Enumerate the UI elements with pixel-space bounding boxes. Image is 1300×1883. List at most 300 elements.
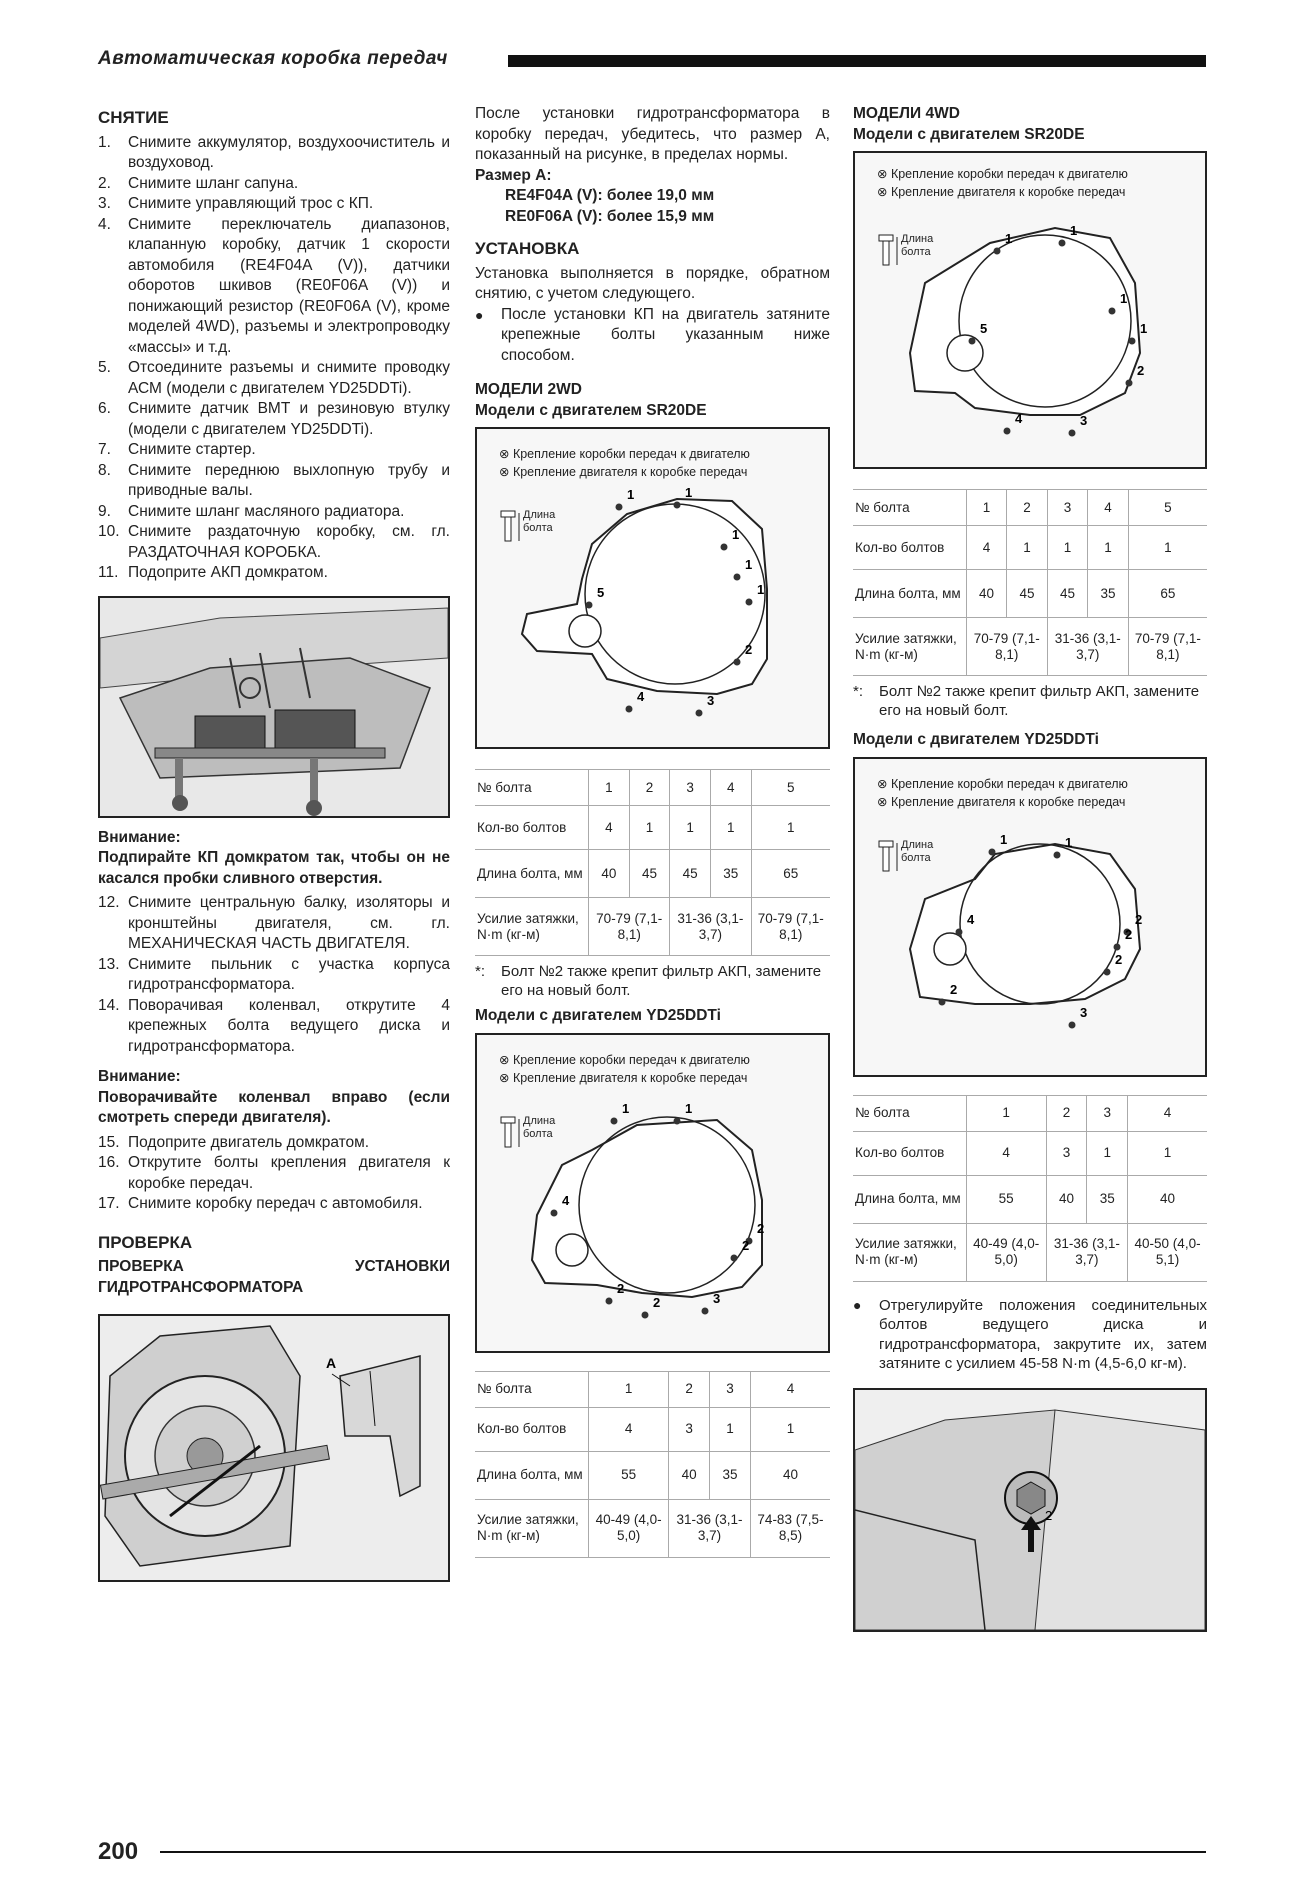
table-cell: 55 bbox=[966, 1175, 1046, 1223]
step-item bbox=[98, 522, 450, 563]
table-cell: 35 bbox=[1087, 1175, 1128, 1223]
row-label: Усилие затяжки, N·m (кг-м) bbox=[475, 898, 589, 956]
bolt-symbol-icon: ⊗ bbox=[877, 167, 891, 181]
bolt-location-marker bbox=[1109, 308, 1116, 315]
bolt-location-marker bbox=[1104, 968, 1111, 975]
note-4wd-sr20de: *: Болт №2 также крепит фильтр АКП, замените его на новый болт. bbox=[853, 683, 1200, 719]
table-cell: 1 bbox=[966, 1095, 1046, 1131]
bolt-number-label: 1 bbox=[1070, 223, 1078, 238]
bolt-location-marker bbox=[956, 928, 963, 935]
table-cell: 4 bbox=[966, 526, 1007, 570]
sr20de-2wd-heading: Модели с двигателем SR20DE bbox=[475, 401, 707, 419]
size-re0f06a: RE0F06A (V): более 15,9 мм bbox=[505, 207, 715, 225]
table-cell: 35 bbox=[710, 1451, 751, 1499]
table-row bbox=[475, 806, 830, 850]
table-cell: 1 bbox=[1128, 1131, 1207, 1175]
bolt-photo-illustration bbox=[855, 1390, 1205, 1630]
table-row bbox=[475, 1499, 830, 1557]
table-cell: 4 bbox=[1128, 1095, 1207, 1131]
starter-hole bbox=[556, 1234, 588, 1266]
bolt-number-label: 3 bbox=[713, 1290, 721, 1306]
bolt-location-marker bbox=[1114, 943, 1121, 950]
row-label: № болта bbox=[475, 1371, 589, 1407]
diagram-legend bbox=[499, 445, 750, 481]
bolt-location-marker bbox=[674, 1117, 681, 1124]
bolt-location-marker bbox=[642, 1311, 649, 1318]
bolt-number-label: 2 bbox=[1115, 951, 1123, 967]
bolt-number-label: 1 bbox=[685, 485, 693, 500]
bolt-length-label: Длина болта bbox=[901, 838, 934, 864]
step-number: 7. bbox=[98, 441, 111, 458]
legend-line-1: ⊗ Крепление коробки передач к двигателю bbox=[877, 167, 1128, 181]
bolt-length-label: Длина болта bbox=[901, 233, 934, 258]
legend-line-1: ⊗ Крепление коробки передач к двигателю bbox=[877, 776, 1128, 791]
row-label: Длина болта, мм bbox=[475, 850, 589, 898]
warning-1 bbox=[98, 828, 450, 890]
size-re4f04a: RE4F04A (V): более 19,0 мм bbox=[505, 187, 715, 204]
table-cell: 4 bbox=[1088, 490, 1129, 526]
bolt-location-marker bbox=[746, 599, 753, 606]
bolt-number-label: 2 bbox=[745, 642, 753, 657]
bolt-number-label: 2 bbox=[653, 1294, 661, 1310]
table-cell: 74-83 (7,5-8,5) bbox=[750, 1499, 830, 1557]
table-row bbox=[853, 570, 1207, 618]
table-row bbox=[853, 1223, 1207, 1281]
table-cell: 40-49 (4,0-5,0) bbox=[589, 1499, 669, 1557]
starter-hole bbox=[947, 335, 983, 371]
warning-1-text: Подпирайте КП домкратом так, чтобы он не касался пробки сливного отверстия. bbox=[98, 849, 450, 887]
table-cell: 3 bbox=[1046, 1131, 1087, 1175]
bolt-length-icon bbox=[879, 235, 897, 265]
bolt-location-marker bbox=[1054, 851, 1061, 858]
step-text: Снимите управляющий трос с КП. bbox=[128, 195, 374, 212]
step-number: 16. bbox=[98, 1154, 120, 1171]
table-cell: 1 bbox=[589, 770, 630, 806]
table-cell: 65 bbox=[1128, 570, 1207, 618]
bolt-number-label: 4 bbox=[967, 911, 975, 927]
step-number: 12. bbox=[98, 894, 120, 911]
diagram-2wd-yd25 bbox=[475, 1033, 830, 1353]
size-label: Размер А: bbox=[475, 166, 552, 184]
page-header bbox=[98, 48, 1206, 74]
bolt-photo-label: 2 bbox=[1045, 1507, 1053, 1523]
step-item bbox=[98, 194, 450, 215]
table-cell: 3 bbox=[1087, 1095, 1128, 1131]
yd25-2wd-heading: Модели с двигателем YD25DDTi bbox=[475, 1007, 721, 1024]
step-text: Снимите центральную балку, изоляторы и кронштейны двигателя, см. гл. МЕХАНИЧЕСКАЯ ЧАСТЬ ДВИГАТЕЛЯ. bbox=[128, 894, 450, 952]
table-cell: 31-36 (3,1-3,7) bbox=[1047, 618, 1128, 676]
bolt-number-label: 1 bbox=[685, 1100, 693, 1116]
diagram-2wd-sr20de bbox=[475, 427, 830, 749]
step-text: Снимите коробку передач с автомобиля. bbox=[128, 1195, 423, 1212]
step-number: 1. bbox=[98, 133, 111, 151]
bolt-location-marker bbox=[721, 544, 728, 551]
bolt-location-marker bbox=[989, 848, 996, 855]
legend-line-2: ⊗ Крепление двигателя к коробке передач bbox=[499, 1070, 748, 1085]
row-label: Длина болта, мм bbox=[853, 570, 966, 618]
table-2wd-sr20de bbox=[475, 769, 830, 956]
table-cell: 3 bbox=[670, 770, 711, 806]
dimension-a-label: A bbox=[326, 1355, 337, 1371]
table-cell: 1 bbox=[710, 1407, 751, 1451]
bolt-location-marker bbox=[1004, 428, 1011, 435]
step-text: Снимите стартер. bbox=[128, 441, 256, 458]
table-cell: 1 bbox=[751, 806, 830, 850]
diagram-legend bbox=[877, 775, 1128, 811]
row-label: Длина болта, мм bbox=[853, 1175, 966, 1223]
step-item bbox=[98, 893, 450, 955]
table-cell: 1 bbox=[1088, 526, 1129, 570]
step-item bbox=[98, 358, 450, 399]
intro-text: После установки гидротрансформатора в коробку передач, убедитесь, что размер А, показанный на рисунке, в пределах нормы. bbox=[475, 105, 830, 163]
row-label: № болта bbox=[853, 1095, 966, 1131]
table-cell: 35 bbox=[1088, 570, 1129, 618]
table-cell: 2 bbox=[1046, 1095, 1087, 1131]
table-cell: 70-79 (7,1-8,1) bbox=[589, 898, 670, 956]
table-cell: 1 bbox=[629, 806, 670, 850]
step-item bbox=[98, 996, 450, 1058]
bolt-location-marker bbox=[1069, 430, 1076, 437]
diagram-4wd-yd25 bbox=[853, 757, 1207, 1077]
bolt-symbol-icon: ⊗ bbox=[499, 447, 513, 461]
row-label: Кол-во болтов bbox=[853, 526, 966, 570]
step-number: 3. bbox=[98, 195, 111, 212]
table-row bbox=[853, 1131, 1207, 1175]
bolt-symbol-icon: ⊗ bbox=[877, 185, 891, 199]
bolt-location-marker bbox=[734, 574, 741, 581]
bolt-location-marker bbox=[1129, 338, 1136, 345]
table-row bbox=[853, 1175, 1207, 1223]
step-text: Отсоедините разъемы и снимите проводку АСМ (модели с двигателем YD25DDTi). bbox=[128, 359, 450, 397]
bolt-number-label: 2 bbox=[757, 1220, 765, 1236]
table-row bbox=[475, 850, 830, 898]
models-2wd-heading: МОДЕЛИ 2WD bbox=[475, 381, 582, 398]
bolt-location-marker bbox=[1059, 240, 1066, 247]
chapter-title: Автоматическая коробка передач bbox=[98, 48, 448, 69]
bolt-length-label: Длина болта bbox=[523, 509, 556, 534]
step-text: Снимите шланг сапуна. bbox=[128, 174, 299, 192]
table-cell: 1 bbox=[1128, 526, 1207, 570]
diagram-4wd-sr20de bbox=[853, 151, 1207, 469]
step-text: Снимите раздаточную коробку, см. гл. РАЗДАТОЧНАЯ КОРОБКА. bbox=[128, 523, 450, 561]
install-bullet: ● После установки КП на двигатель затяните крепежные болты указанным ниже способом. bbox=[475, 305, 830, 367]
footer-rule bbox=[160, 1851, 1206, 1853]
bolt-location-marker bbox=[939, 998, 946, 1005]
row-label: Усилие затяжки, N·m (кг-м) bbox=[475, 1499, 589, 1557]
table-cell: 40 bbox=[589, 850, 630, 898]
step-item bbox=[98, 1133, 450, 1154]
warning-2-label: Внимание: bbox=[98, 1068, 181, 1085]
bolt-number-label: 2 bbox=[1135, 911, 1143, 927]
header-rule bbox=[508, 55, 1206, 67]
step-number: 6. bbox=[98, 400, 111, 417]
column-right bbox=[853, 104, 1207, 1632]
bolt-location-marker bbox=[1126, 380, 1133, 387]
table-cell: 35 bbox=[710, 850, 751, 898]
legend-line-1: ⊗ Крепление коробки передач к двигателю bbox=[499, 447, 750, 461]
table-cell: 65 bbox=[751, 850, 830, 898]
step-number: 10. bbox=[98, 523, 120, 540]
note-2wd-sr20de: *: Болт №2 также крепит фильтр АКП, замените его на новый болт. bbox=[475, 963, 822, 999]
step-text: Снимите шланг масляного радиатора. bbox=[128, 502, 405, 520]
bolt-number-label: 1 bbox=[1065, 834, 1073, 850]
step-number: 14. bbox=[98, 996, 120, 1014]
row-label: Длина болта, мм bbox=[475, 1451, 589, 1499]
table-cell: 40 bbox=[750, 1451, 830, 1499]
table-row bbox=[475, 1371, 830, 1407]
table-cell: 40 bbox=[669, 1451, 710, 1499]
bolt-number-label: 1 bbox=[732, 527, 740, 542]
table-cell: 40-50 (4,0-5,1) bbox=[1128, 1223, 1207, 1281]
bolt-symbol-icon: ⊗ bbox=[877, 776, 891, 791]
bolt-length-label: Длина болта bbox=[523, 1114, 556, 1140]
final-bullet: ● Отрегулируйте положения соединительных болтов ведущего диска и гидротрансформатора, закрутите их, затем затяните с усилием 45-58 N·m (4,5-6,0 кг-м). bbox=[853, 1296, 1207, 1372]
starter-hole bbox=[934, 933, 966, 965]
table-2wd-yd25 bbox=[475, 1371, 830, 1558]
bolt-location-marker bbox=[734, 659, 741, 666]
step-item bbox=[98, 215, 450, 359]
bolt-number-label: 1 bbox=[622, 1100, 630, 1116]
step-number: 11. bbox=[98, 564, 119, 581]
bolt-number-label: 1 bbox=[745, 557, 753, 572]
bolt-number-label: 1 bbox=[627, 487, 635, 502]
bolt-location-marker bbox=[731, 1254, 738, 1261]
bolt-number-label: 3 bbox=[1080, 413, 1088, 428]
warning-2-text: Поворачивайте коленвал вправо (если смотреть спереди двигателя). bbox=[98, 1088, 450, 1126]
legend-line-2: ⊗ Крепление двигателя к коробке передач bbox=[877, 794, 1126, 809]
table-cell: 3 bbox=[1047, 490, 1088, 526]
jack-photo bbox=[98, 596, 450, 818]
spec-table bbox=[853, 1095, 1207, 1282]
step-item bbox=[98, 399, 450, 440]
bolt-number-label: 5 bbox=[597, 585, 605, 600]
step-text: Открутите болты крепления двигателя к коробке передач. bbox=[128, 1154, 450, 1192]
legend-line-1: ⊗ Крепление коробки передач к двигателю bbox=[499, 1052, 750, 1067]
legend-line-2: ⊗ Крепление двигателя к коробке передач bbox=[877, 185, 1126, 199]
bolt-symbol-icon: ⊗ bbox=[499, 1052, 513, 1067]
table-cell: 5 bbox=[1128, 490, 1207, 526]
table-cell: 1 bbox=[1007, 526, 1048, 570]
table-cell: 4 bbox=[589, 1407, 669, 1451]
table-cell: 31-36 (3,1-3,7) bbox=[670, 898, 751, 956]
sr20de-4wd-heading: Модели с двигателем SR20DE bbox=[853, 125, 1085, 143]
bolt-number-label: 1 bbox=[1120, 291, 1128, 306]
table-row bbox=[475, 1407, 830, 1451]
step-item bbox=[98, 1194, 450, 1215]
bolt-location-marker bbox=[586, 602, 593, 609]
table-cell: 1 bbox=[966, 490, 1007, 526]
step-text: Снимите переднюю выхлопную трубу и приводные валы. bbox=[128, 461, 450, 499]
step-item bbox=[98, 461, 450, 502]
diagram-legend bbox=[877, 165, 1128, 201]
table-cell: 3 bbox=[710, 1371, 751, 1407]
table-cell: 40-49 (4,0-5,0) bbox=[966, 1223, 1046, 1281]
bolt-number-label: 1 bbox=[757, 582, 765, 597]
step-text: Снимите датчик ВМТ и резиновую втулку (модели с двигателем YD25DDTi). bbox=[128, 400, 450, 438]
step-text: Снимите переключатель диапазонов, клапанную коробку, датчик 1 скорости автомобиля (RE4F04A (V)), датчики оборотов шкивов (RE0F06A (V)) и понижающий резистор (RE0F06A (V), кроме моделей 4WD), разъемы и электропроводку «массы» и т.д. bbox=[128, 215, 450, 356]
jack-photo-illustration bbox=[100, 598, 448, 816]
table-row bbox=[853, 618, 1207, 676]
bolt-location-marker bbox=[626, 706, 633, 713]
bolt-location-marker bbox=[551, 1209, 558, 1216]
bolt-length-icon bbox=[501, 1117, 519, 1147]
bolt-number-label: 2 bbox=[950, 981, 958, 997]
converter-illustration bbox=[100, 1316, 448, 1580]
table-cell: 45 bbox=[629, 850, 670, 898]
table-4wd-sr20de bbox=[853, 489, 1207, 676]
step-number: 13. bbox=[98, 955, 120, 973]
bolt-location-marker bbox=[674, 502, 681, 509]
diagram-legend bbox=[499, 1051, 750, 1087]
legend-line-2: ⊗ Крепление двигателя к коробке передач bbox=[499, 465, 748, 479]
bolt-photo bbox=[853, 1388, 1207, 1632]
bolt-location-marker bbox=[994, 248, 1001, 255]
column-left bbox=[98, 106, 450, 1582]
table-cell: 4 bbox=[710, 770, 751, 806]
table-row bbox=[853, 490, 1207, 526]
table-cell: 70-79 (7,1-8,1) bbox=[751, 898, 830, 956]
table-cell: 31-36 (3,1-3,7) bbox=[669, 1499, 751, 1557]
row-label: Усилие затяжки, N·m (кг-м) bbox=[853, 1223, 966, 1281]
yd25-4wd-heading: Модели с двигателем YD25DDTi bbox=[853, 731, 1099, 748]
bolt-location-marker bbox=[969, 338, 976, 345]
bolt-number-label: 2 bbox=[742, 1237, 750, 1253]
table-cell: 40 bbox=[966, 570, 1007, 618]
table-cell: 1 bbox=[1087, 1131, 1128, 1175]
step-text: Снимите пыльник с участка корпуса гидротрансформатора. bbox=[128, 955, 450, 993]
bolt-length-icon bbox=[501, 511, 519, 541]
bolt-length-icon bbox=[879, 841, 897, 871]
table-cell: 2 bbox=[1007, 490, 1048, 526]
table-row bbox=[853, 1095, 1207, 1131]
step-item bbox=[98, 174, 450, 195]
table-row bbox=[475, 770, 830, 806]
step-item bbox=[98, 1153, 450, 1194]
bolt-symbol-icon: ⊗ bbox=[499, 1070, 513, 1085]
table-cell: 5 bbox=[751, 770, 830, 806]
bolt-location-marker bbox=[611, 1117, 618, 1124]
install-text: Установка выполняется в порядке, обратном снятию, с учетом следующего. bbox=[475, 264, 830, 302]
table-cell: 70-79 (7,1-8,1) bbox=[966, 618, 1047, 676]
table-cell: 4 bbox=[750, 1371, 830, 1407]
bolt-number-label: 5 bbox=[980, 321, 988, 336]
table-row bbox=[853, 526, 1207, 570]
bolt-symbol-icon: ⊗ bbox=[877, 794, 891, 809]
table-cell: 2 bbox=[669, 1371, 710, 1407]
row-label: Кол-во болтов bbox=[853, 1131, 966, 1175]
spec-table bbox=[853, 489, 1207, 676]
table-cell: 4 bbox=[966, 1131, 1046, 1175]
step-item bbox=[98, 133, 450, 174]
models-4wd-heading: МОДЕЛИ 4WD bbox=[853, 105, 960, 122]
spec-table bbox=[475, 1371, 830, 1558]
row-label: № болта bbox=[475, 770, 589, 806]
table-cell: 1 bbox=[670, 806, 711, 850]
step-item bbox=[98, 440, 450, 461]
bullet-icon: ● bbox=[853, 1296, 862, 1313]
step-number: 15. bbox=[98, 1133, 120, 1151]
table-4wd-yd25 bbox=[853, 1095, 1207, 1282]
bolt-symbol-icon: ⊗ bbox=[499, 465, 513, 479]
table-row bbox=[475, 1451, 830, 1499]
step-item bbox=[98, 502, 450, 523]
table-cell: 1 bbox=[1047, 526, 1088, 570]
warning-1-label: Внимание: bbox=[98, 828, 181, 846]
table-row bbox=[475, 898, 830, 956]
table-cell: 2 bbox=[629, 770, 670, 806]
bolt-number-label: 2 bbox=[617, 1280, 625, 1296]
bolt-location-marker bbox=[696, 710, 703, 717]
removal-heading: СНЯТИЕ bbox=[98, 108, 169, 127]
table-cell: 4 bbox=[589, 806, 630, 850]
step-number: 8. bbox=[98, 461, 111, 479]
bolt-location-marker bbox=[606, 1297, 613, 1304]
page-number: 200 bbox=[98, 1838, 139, 1865]
table-cell: 55 bbox=[589, 1451, 669, 1499]
column-middle bbox=[475, 104, 830, 1558]
step-item bbox=[98, 563, 450, 584]
bolt-number-label: 2 bbox=[1125, 926, 1133, 942]
bolt-location-marker bbox=[702, 1307, 709, 1314]
step-number: 17. bbox=[98, 1195, 120, 1212]
check-heading: ПРОВЕРКА bbox=[98, 1232, 193, 1252]
removal-steps-b bbox=[98, 893, 450, 1057]
row-label: Кол-во болтов bbox=[475, 806, 589, 850]
step-number: 4. bbox=[98, 215, 111, 233]
step-number: 5. bbox=[98, 359, 111, 376]
step-number: 2. bbox=[98, 174, 111, 192]
check-subheading: ПРОВЕРКА УСТАНОВКИ ГИДРОТРАНСФОРМАТОРА bbox=[98, 1258, 450, 1296]
bolt-number-label: 4 bbox=[637, 689, 645, 704]
removal-steps-c bbox=[98, 1133, 450, 1215]
table-cell: 45 bbox=[670, 850, 711, 898]
step-text: Поворачивая коленвал, открутите 4 крепежных болта ведущего диска и гидротрансформатора. bbox=[128, 996, 450, 1055]
converter-photo bbox=[98, 1314, 450, 1582]
bolt-location-marker bbox=[1069, 1021, 1076, 1028]
bolt-number-label: 1 bbox=[1000, 831, 1008, 847]
spec-table bbox=[475, 769, 830, 956]
table-cell: 70-79 (7,1-8,1) bbox=[1128, 618, 1207, 676]
table-cell: 31-36 (3,1-3,7) bbox=[1046, 1223, 1128, 1281]
bolt-number-label: 3 bbox=[707, 693, 715, 708]
bolt-number-label: 2 bbox=[1137, 363, 1145, 378]
table-cell: 40 bbox=[1046, 1175, 1087, 1223]
bolt-number-label: 1 bbox=[1140, 321, 1148, 336]
table-cell: 1 bbox=[710, 806, 751, 850]
step-text: Подоприте двигатель домкратом. bbox=[128, 1133, 370, 1151]
starter-hole bbox=[569, 615, 601, 647]
bullet-icon: ● bbox=[475, 306, 484, 323]
row-label: Кол-во болтов bbox=[475, 1407, 589, 1451]
warning-2 bbox=[98, 1067, 450, 1129]
install-heading: УСТАНОВКА bbox=[475, 239, 580, 258]
table-cell: 45 bbox=[1047, 570, 1088, 618]
step-text: Снимите аккумулятор, воздухоочиститель и воздуховод. bbox=[128, 133, 450, 171]
table-cell: 40 bbox=[1128, 1175, 1207, 1223]
bolt-number-label: 4 bbox=[562, 1192, 570, 1208]
bolt-location-marker bbox=[616, 504, 623, 511]
table-cell: 1 bbox=[750, 1407, 830, 1451]
removal-steps-a bbox=[98, 133, 450, 584]
table-cell: 45 bbox=[1007, 570, 1048, 618]
bolt-number-label: 1 bbox=[1005, 231, 1013, 246]
table-cell: 1 bbox=[589, 1371, 669, 1407]
step-text: Подоприте АКП домкратом. bbox=[128, 564, 328, 581]
step-number: 9. bbox=[98, 502, 111, 520]
bolt-number-label: 3 bbox=[1080, 1004, 1088, 1020]
table-cell: 3 bbox=[669, 1407, 710, 1451]
bolt-number-label: 4 bbox=[1015, 411, 1023, 426]
